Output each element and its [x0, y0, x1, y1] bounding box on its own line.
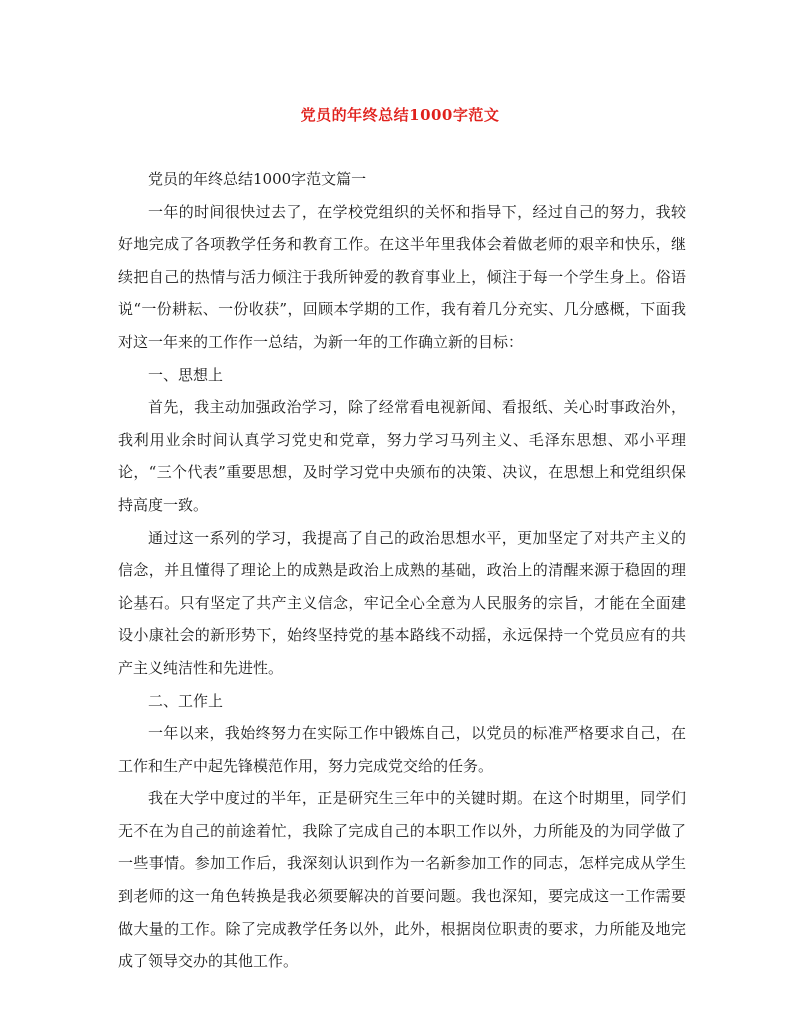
paragraph-thought-1: 首先，我主动加强政治学习，除了经常看电视新闻、看报纸、关心时事政治外，我利用业余时间认真学习党史和党章，努力学习马列主义、毛泽东思想、邓小平理论，“三个代表”重要思想，及时学习党中央颁布的决策、决议，在思想上和党组织保持高度一致。: [118, 398, 686, 514]
document-title: 党员的年终总结1000字范文: [300, 106, 500, 124]
section-heading-intro: 党员的年终总结1000字范文篇一: [148, 170, 367, 188]
section-heading-thought: 一、思想上: [148, 365, 224, 384]
paragraph-intro: 一年的时间很快过去了，在学校党组织的关怀和指导下，经过自己的努力，我较好地完成了各项教学任务和教育工作。在这半年里我体会着做老师的艰辛和快乐，继续把自己的热情与活力倾注于我所钟爱的教育事业上，倾注于每一个学生身上。俗语说“一份耕耘、一份收获”，回顾本学期的工作，我有着几分充实、几分感概，下面我对这一年来的工作作一总结，为新一年的工作确立新的目标：: [118, 202, 686, 351]
document-body: [118, 163, 686, 978]
paragraph-thought-2: 通过这一系列的学习，我提高了自己的政治思想水平，更加坚定了对共产主义的信念，并且懂得了理论上的成熟是政治上成熟的基础，政治上的清醒来源于稳固的理论基石。只有坚定了共产主义信念，牢记全心全意为人民服务的宗旨，才能在全面建设小康社会的新形势下，始终坚持党的基本路线不动摇，永远保持一个党员应有的共产主义纯洁性和先进性。: [118, 528, 686, 677]
paragraph-work-1: 一年以来，我始终努力在实际工作中锻炼自己，以党员的标准严格要求自己，在工作和生产中起先锋模范作用，努力完成党交给的任务。: [118, 724, 686, 775]
paragraph-work-2: 我在大学中度过的半年，正是研究生三年中的关键时期。在这个时期里，同学们无不在为自己的前途着忙，我除了完成自己的本职工作以外，力所能及的为同学做了一些事情。参加工作后，我深刻认识到作为一名新参加工作的同志，怎样完成从学生到老师的这一角色转换是我必须要解决的首要问题。我也深知，要完成这一工作需要做大量的工作。除了完成教学任务以外，此外，根据岗位职责的要求，力所能及地完成了领导交办的其他工作。: [118, 789, 686, 971]
section-heading-work: 二、工作上: [148, 691, 224, 710]
